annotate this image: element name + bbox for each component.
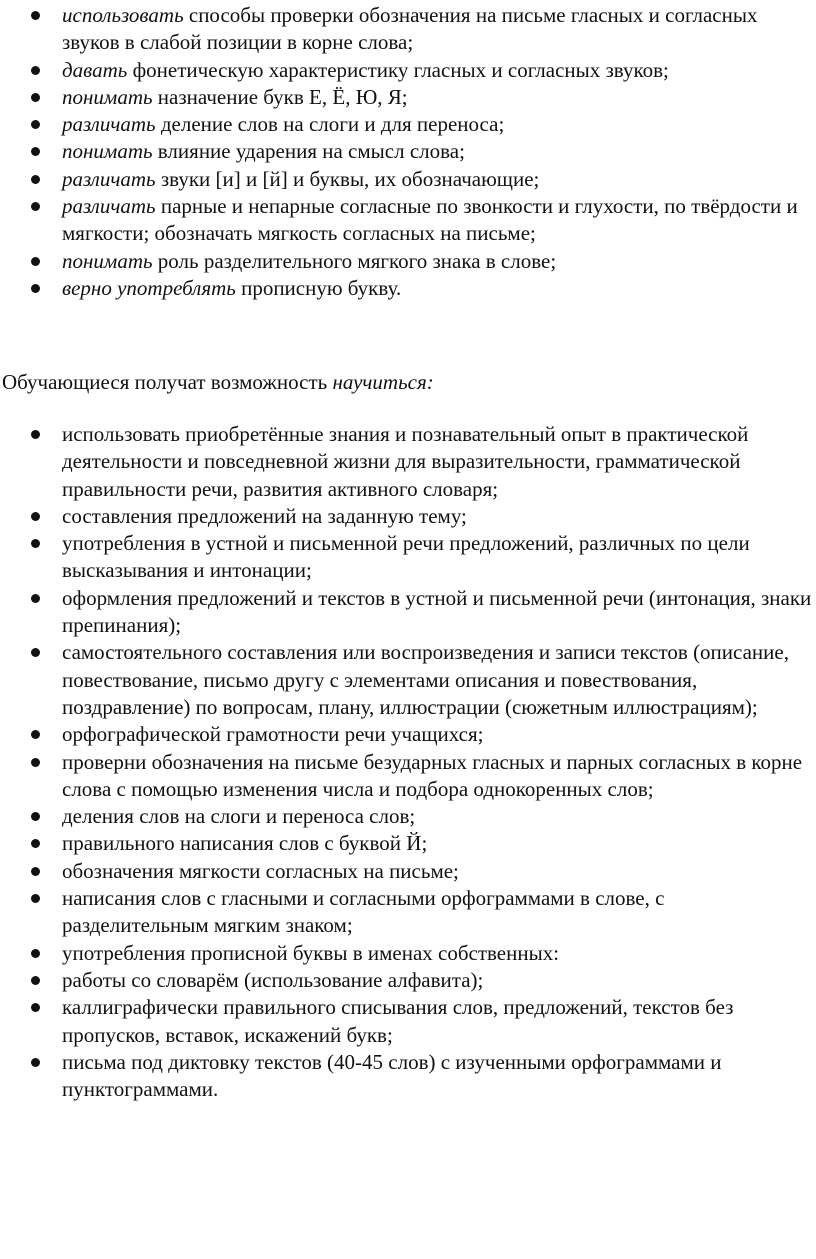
bullet-icon: [31, 949, 40, 958]
item-verb: понимать: [62, 248, 153, 273]
list-item: [0, 111, 816, 138]
item-text: употребления прописной буквы в именах собственных:: [62, 940, 560, 965]
item-text: орфографической грамотности речи учащихся;: [62, 722, 484, 747]
list-item: [0, 57, 816, 84]
bullet-icon: [31, 257, 40, 266]
item-text: способы проверки обозначения на письме гласных и согласных звуков в слабой позиции в корне слова;: [62, 3, 758, 55]
list-item: [0, 885, 816, 940]
list-item: [0, 1049, 816, 1104]
item-text: письма под диктовку текстов (40-45 слов) с изученными орфограммами и пунктограммами.: [62, 1049, 722, 1102]
item-text: парные и непарные согласные по звонкости и глухости, по твёрдости и мягкости; обозначать мягкость согласных на письме;: [62, 194, 798, 246]
bullet-icon: [31, 284, 40, 293]
item-verb: использовать: [62, 3, 184, 27]
item-verb: верно употреблять: [62, 275, 236, 300]
item-verb: различать: [62, 112, 156, 137]
list-item: [0, 749, 816, 804]
bullet-icon: [31, 648, 40, 657]
list-item: [0, 421, 816, 503]
list-item: [0, 721, 816, 748]
list-item: [0, 275, 816, 302]
bullet-icon: [31, 175, 40, 184]
bullet-icon: [31, 812, 40, 821]
section-intro: [2, 369, 434, 396]
item-text: деление слов на слоги и для переноса;: [155, 112, 505, 137]
intro-text: Обучающиеся получат возможность: [2, 370, 333, 394]
list-item: [0, 803, 816, 830]
bullet-icon: [31, 1003, 40, 1012]
item-verb: различать: [62, 194, 156, 219]
bullet-icon: [31, 512, 40, 521]
bullet-icon: [31, 894, 40, 903]
item-verb: различать: [62, 166, 156, 191]
bullet-icon: [31, 867, 40, 876]
bullet-icon: [31, 202, 40, 211]
list-item: [0, 166, 816, 193]
skills-list: [0, 2, 816, 302]
list-item: [0, 830, 816, 857]
list-item: [0, 585, 816, 640]
item-verb: давать: [62, 57, 128, 82]
bullet-icon: [31, 11, 40, 20]
list-item: [0, 858, 816, 885]
item-text: написания слов с гласными и согласными орфограммами в слове, с разделительным мягким знаком;: [62, 886, 665, 938]
item-text: каллиграфически правильного списывания слов, предложений, текстов без пропусков, вставок, искажений букв;: [62, 995, 734, 1047]
bullet-icon: [31, 730, 40, 739]
item-text: влияние ударения на смысл слова;: [152, 139, 465, 164]
bullet-icon: [31, 430, 40, 439]
intro-emphasis: научиться:: [332, 370, 434, 394]
list-item: [0, 994, 816, 1049]
list-item: [0, 138, 816, 165]
list-item: [0, 248, 816, 275]
item-text: обозначения мягкости согласных на письме;: [62, 858, 459, 883]
bullet-icon: [31, 758, 40, 767]
list-item: [0, 639, 816, 721]
item-verb: понимать: [62, 139, 153, 164]
opportunities-list: [0, 421, 816, 1103]
item-text: назначение букв Е, Ё, Ю, Я;: [152, 84, 408, 109]
bullet-icon: [31, 976, 40, 985]
bullet-icon: [31, 539, 40, 548]
item-text: деления слов на слоги и переноса слов;: [62, 804, 416, 829]
list-item: [0, 940, 816, 967]
list-item: [0, 193, 816, 248]
item-text: звуки [и] и [й] и буквы, их обозначающие;: [155, 166, 540, 191]
bullet-icon: [31, 66, 40, 75]
item-text: проверни обозначения на письме безударных гласных и парных согласных в корне слова с помощью изменения числа и подбора однокоренных слов;: [62, 749, 803, 801]
list-item: [0, 503, 816, 530]
list-item: [0, 2, 816, 57]
item-text: правильного написания слов с буквой Й;: [62, 831, 428, 856]
bullet-icon: [31, 1058, 40, 1067]
bullet-icon: [31, 120, 40, 129]
item-text: оформления предложений и текстов в устной и письменной речи (интонация, знаки препинания);: [62, 585, 812, 638]
item-text: фонетическую характеристику гласных и согласных звуков;: [127, 57, 669, 82]
list-item: [0, 530, 816, 585]
bullet-icon: [31, 839, 40, 848]
item-text: прописную букву.: [235, 275, 402, 300]
item-verb: понимать: [62, 84, 153, 109]
item-text: работы со словарём (использование алфавита);: [62, 967, 484, 992]
item-text: использовать приобретённые знания и познавательный опыт в практической деятельности и повседневной жизни для выразительности, грамматической правильности речи, развития активного словаря;: [62, 422, 749, 501]
bullet-icon: [31, 147, 40, 156]
item-text: роль разделительного мягкого знака в слове;: [152, 248, 557, 273]
item-text: самостоятельного составления или воспроизведения и записи текстов (описание, повествование, письмо другу с элементами описания и повествования, поздравление) по вопросам, плану, иллюстрации (сюжетным иллюстрациям);: [62, 640, 789, 719]
item-text: составления предложений на заданную тему;: [62, 503, 467, 528]
bullet-icon: [31, 93, 40, 102]
list-item: [0, 84, 816, 111]
bullet-icon: [31, 594, 40, 603]
list-item: [0, 967, 816, 994]
item-text: употребления в устной и письменной речи предложений, различных по цели высказывания и интонации;: [62, 531, 750, 583]
